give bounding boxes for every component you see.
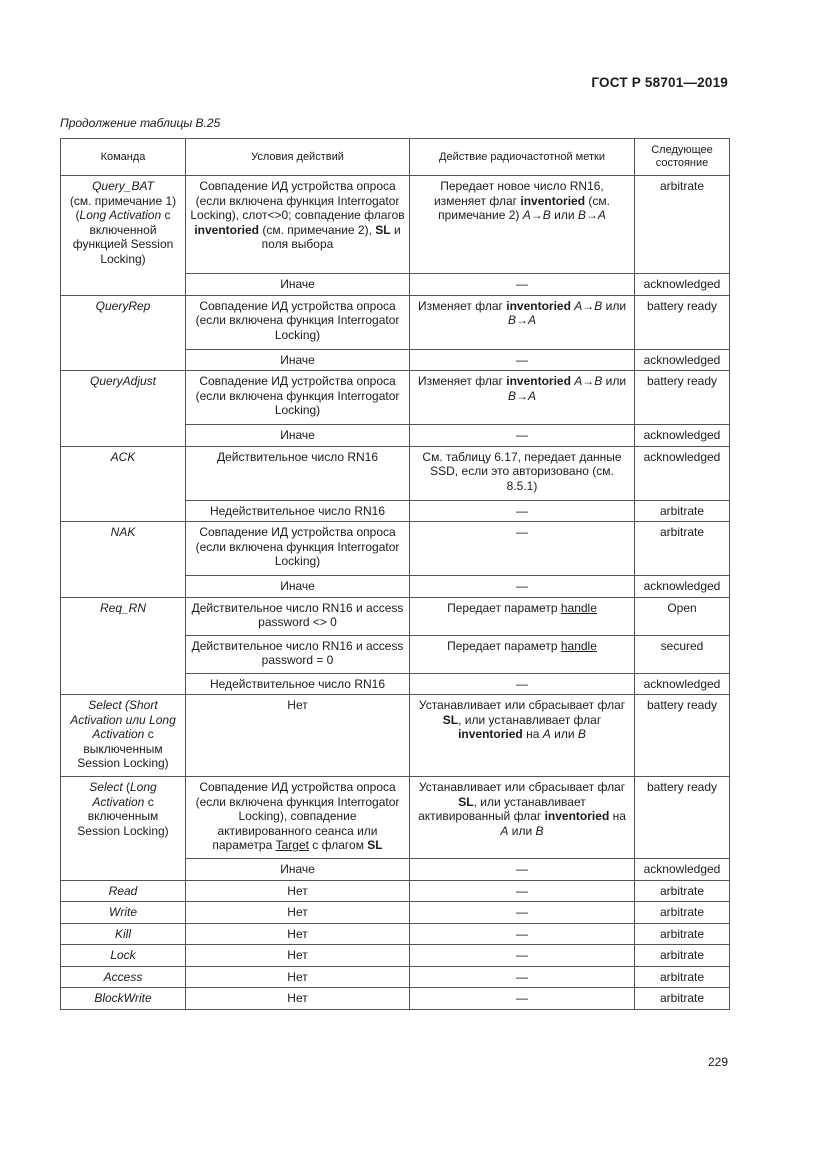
command-cell: Write [61, 902, 186, 924]
column-header-tag-action: Действие радиочастотной метки [410, 139, 635, 176]
condition-cell: Действительное число RN16 и access password = 0 [186, 635, 410, 673]
action-cell: — [410, 425, 635, 447]
next-state-cell: acknowledged [635, 576, 730, 598]
next-state-cell: arbitrate [635, 522, 730, 576]
table-row [61, 176, 730, 274]
action-cell: — [410, 902, 635, 924]
command-cell: BlockWrite [61, 988, 186, 1010]
condition-cell: Нет [186, 945, 410, 967]
condition-cell: Нет [186, 902, 410, 924]
command-cell: Kill [61, 923, 186, 945]
action-cell: — [410, 576, 635, 598]
condition-cell: Совпадение ИД устройства опроса (если включена функция Interrogator Locking) [186, 522, 410, 576]
next-state-cell: acknowledged [635, 859, 730, 881]
next-state-cell: acknowledged [635, 349, 730, 371]
condition-cell: Действительное число RN16 [186, 446, 410, 500]
next-state-cell: acknowledged [635, 274, 730, 296]
condition-cell: Нет [186, 923, 410, 945]
condition-cell: Совпадение ИД устройства опроса (если включена функция Interrogator Locking) [186, 295, 410, 349]
condition-cell: Нет [186, 695, 410, 777]
next-state-cell: acknowledged [635, 425, 730, 447]
condition-cell: Совпадение ИД устройства опроса (если включена функция Interrogator Locking), слот<>0; совпадение флагов inventoried (см. примечание 2), SL и поля выбора [186, 176, 410, 274]
next-state-cell: arbitrate [635, 966, 730, 988]
action-cell: Передает параметр handle [410, 635, 635, 673]
next-state-cell: arbitrate [635, 988, 730, 1010]
action-cell: — [410, 945, 635, 967]
next-state-cell: battery ready [635, 777, 730, 859]
command-cell: Select (Short Activation или Long Activation с выключенным Session Locking) [61, 695, 186, 777]
command-cell: Select (Long Activation с включенным Session Locking) [61, 777, 186, 881]
table-row [61, 945, 730, 967]
condition-cell: Недействительное число RN16 [186, 500, 410, 522]
page-number: 229 [707, 1055, 728, 1069]
next-state-cell: acknowledged [635, 446, 730, 500]
action-cell: Изменяет флаг inventoried A→B или B→A [410, 371, 635, 425]
next-state-cell: battery ready [635, 371, 730, 425]
next-state-cell: arbitrate [635, 176, 730, 274]
table-row [61, 880, 730, 902]
command-cell: Query_BAT (см. примечание 1) (Long Activation с включенной функцией Session Locking) [61, 176, 186, 296]
table-row [61, 923, 730, 945]
next-state-cell: secured [635, 635, 730, 673]
command-cell: QueryRep [61, 295, 186, 371]
commands-table [60, 138, 730, 1010]
action-cell: — [410, 673, 635, 695]
next-state-cell: arbitrate [635, 500, 730, 522]
action-cell: Передает новое число RN16, изменяет флаг inventoried (см. примечание 2) A→B или B→A [410, 176, 635, 274]
command-cell: ACK [61, 446, 186, 522]
condition-cell: Недействительное число RN16 [186, 673, 410, 695]
action-cell: — [410, 880, 635, 902]
condition-cell: Иначе [186, 274, 410, 296]
column-header-conditions: Условия действий [186, 139, 410, 176]
command-cell: QueryAdjust [61, 371, 186, 447]
action-cell: Устанавливает или сбрасывает флаг SL, или устанавливает активированный флаг inventoried на A или B [410, 777, 635, 859]
command-cell: Req_RN [61, 597, 186, 695]
condition-cell: Действительное число RN16 и access password <> 0 [186, 597, 410, 635]
action-cell: — [410, 859, 635, 881]
table-row [61, 966, 730, 988]
next-state-cell: arbitrate [635, 902, 730, 924]
command-cell: Lock [61, 945, 186, 967]
table-row [61, 777, 730, 859]
condition-cell: Совпадение ИД устройства опроса (если включена функция Interrogator Locking), совпадение активированного сеанса или параметра Target с флагом SL [186, 777, 410, 859]
table-row [61, 695, 730, 777]
next-state-cell: arbitrate [635, 945, 730, 967]
action-cell: — [410, 966, 635, 988]
action-cell: — [410, 500, 635, 522]
condition-cell: Нет [186, 966, 410, 988]
column-header-command: Команда [61, 139, 186, 176]
action-cell: См. таблицу 6.17, передает данные SSD, если это авторизовано (см. 8.5.1) [410, 446, 635, 500]
table-header-row [61, 139, 730, 176]
next-state-cell: Open [635, 597, 730, 635]
action-cell: Передает параметр handle [410, 597, 635, 635]
condition-cell: Иначе [186, 576, 410, 598]
next-state-cell: battery ready [635, 295, 730, 349]
condition-cell: Нет [186, 988, 410, 1010]
next-state-cell: arbitrate [635, 880, 730, 902]
table-row [61, 295, 730, 349]
command-cell: Read [61, 880, 186, 902]
table-row [61, 371, 730, 425]
document-header: ГОСТ Р 58701—2019 [591, 75, 728, 90]
action-cell: — [410, 274, 635, 296]
action-cell: — [410, 923, 635, 945]
action-cell: Устанавливает или сбрасывает флаг SL, или устанавливает флаг inventoried на A или B [410, 695, 635, 777]
next-state-cell: arbitrate [635, 923, 730, 945]
table-caption: Продолжение таблицы В.25 [60, 116, 221, 130]
action-cell: Изменяет флаг inventoried A→B или B→A [410, 295, 635, 349]
condition-cell: Совпадение ИД устройства опроса (если включена функция Interrogator Locking) [186, 371, 410, 425]
table-row [61, 446, 730, 500]
table-row [61, 902, 730, 924]
condition-cell: Иначе [186, 349, 410, 371]
next-state-cell: battery ready [635, 695, 730, 777]
action-cell: — [410, 349, 635, 371]
condition-cell: Нет [186, 880, 410, 902]
action-cell: — [410, 522, 635, 576]
next-state-cell: acknowledged [635, 673, 730, 695]
column-header-next-state: Следующее состояние [635, 139, 730, 176]
action-cell: — [410, 988, 635, 1010]
command-cell: NAK [61, 522, 186, 598]
command-cell: Access [61, 966, 186, 988]
table-row [61, 522, 730, 576]
condition-cell: Иначе [186, 859, 410, 881]
condition-cell: Иначе [186, 425, 410, 447]
table-row [61, 988, 730, 1010]
table-row [61, 597, 730, 635]
